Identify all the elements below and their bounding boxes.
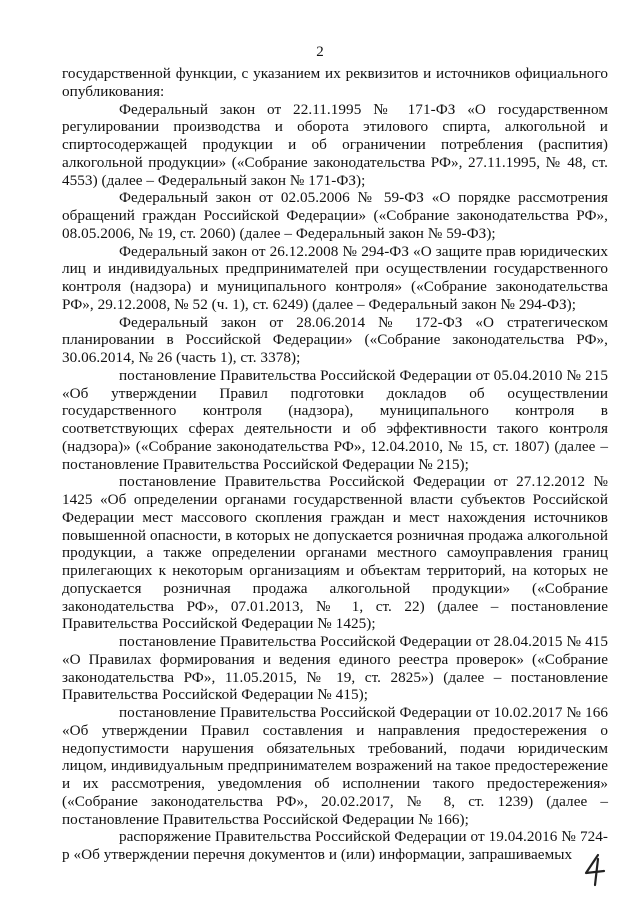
handwritten-page-mark (580, 853, 608, 887)
paragraph-resolution-415: постановление Правительства Российской Федерации от 28.04.2015 № 415 «О Правилах формирования и ведения единого реестра проверок» («Собрание законодательства РФ», 11.05.2015, № 19, ст. 2825») (далее – постановление Правительства Российской Федерации № 415); (62, 633, 608, 704)
document-body (62, 65, 608, 864)
paragraph-law-172: Федеральный закон от 28.06.2014 № 172-ФЗ «О стратегическом планировании в Российской Федерации» («Собрание законодательства РФ», 30.06.2014, № 26 (часть 1), ст. 3378); (62, 313, 608, 366)
paragraph-resolution-1425: постановление Правительства Российской Федерации от 27.12.2012 № 1425 «Об определении органами государственной власти субъектов Российской Федерации мест массового скопления граждан и мест нахождения источников повышенной опасности, в которых не допускается розничная продажа алкогольной продукции, а также определении органами местного самоуправления границ прилегающих к некоторым организациям и объектам территорий, на которых не допускается розничная продажа алкогольной продукции» («Собрание законодательства РФ», 07.01.2013, № 1, ст. 22) (далее – постановление Правительства Российской Федерации № 1425); (62, 473, 608, 633)
paragraph-intro: государственной функции, с указанием их реквизитов и источников официального опубликования: (62, 65, 608, 100)
paragraph-law-294: Федеральный закон от 26.12.2008 № 294-ФЗ «О защите прав юридических лиц и индивидуальных предпринимателей при осуществлении государственного контроля (надзора) и муниципального контроля» («Собрание законодательства РФ», 29.12.2008, № 52 (ч. 1), ст. 6249) (далее – Федеральный закон № 294-ФЗ); (62, 242, 608, 313)
paragraph-resolution-166: постановление Правительства Российской Федерации от 10.02.2017 № 166 «Об утверждении Правил составления и направления предостережения о недопустимости нарушения обязательных требований, подачи юридическим лицом, индивидуальным предпринимателем возражений на такое предостережение и их рассмотрения, уведомления об исполнении такого предостережения» («Собрание законодательства РФ», 20.02.2017, № 8, ст. 1239) (далее – постановление Правительства Российской Федерации № 166); (62, 704, 608, 828)
paragraph-resolution-215: постановление Правительства Российской Федерации от 05.04.2010 № 215 «Об утверждении Правил подготовки докладов об осуществлении государственного контроля (надзора), муниципального контроля в соответствующих сферах деятельности и об эффективности такого контроля (надзора)» («Собрание законодательства РФ», 12.04.2010, № 15, ст. 1807) (далее – постановление Правительства Российской Федерации № 215); (62, 366, 608, 473)
page-number: 2 (316, 44, 324, 60)
handwritten-four-icon (580, 853, 608, 887)
paragraph-order-724: распоряжение Правительства Российской Федерации от 19.04.2016 № 724-р «Об утверждении перечня документов и (или) информации, запрашиваемых (62, 828, 608, 863)
paragraph-law-59: Федеральный закон от 02.05.2006 № 59-ФЗ «О порядке рассмотрения обращений граждан Российской Федерации» («Собрание законодательства РФ», 08.05.2006, № 19, ст. 2060) (далее – Федеральный закон № 59-ФЗ); (62, 189, 608, 242)
paragraph-law-171: Федеральный закон от 22.11.1995 № 171-ФЗ «О государственном регулировании производства и оборота этилового спирта, алкогольной и спиртосодержащей продукции и об ограничении потребления (распития) алкогольной продукции» («Собрание законодательства РФ», 27.11.1995, № 48, ст. 4553) (далее – Федеральный закон № 171-ФЗ); (62, 100, 608, 189)
